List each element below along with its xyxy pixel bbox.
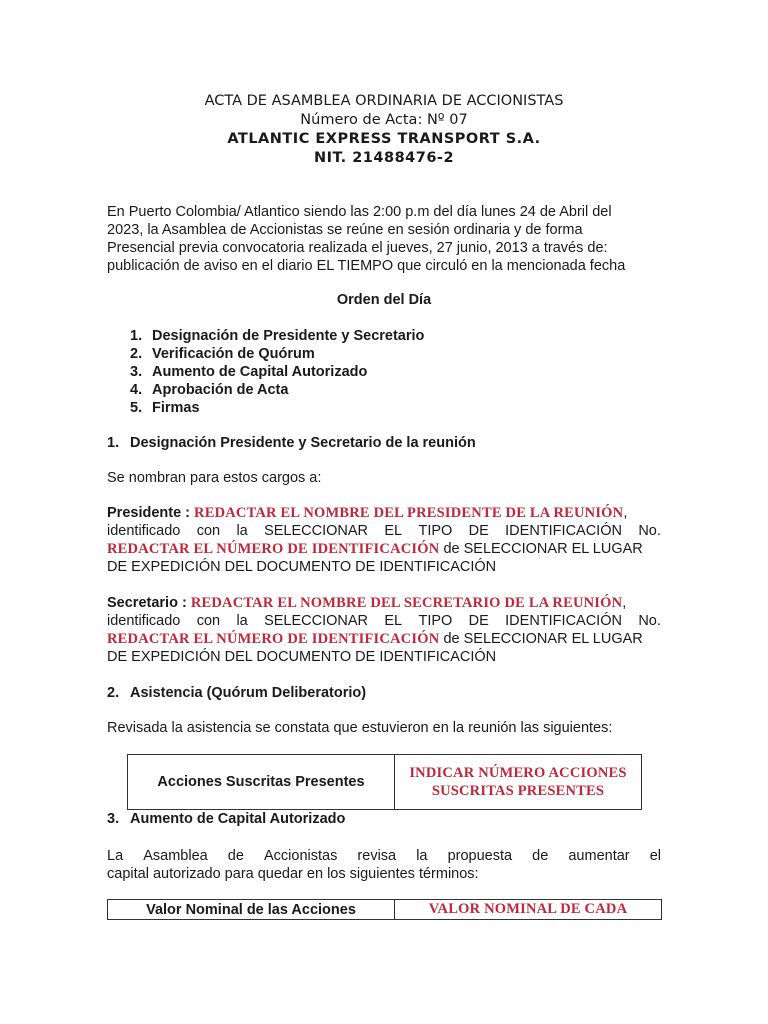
section-3-word: Asamblea: [143, 848, 208, 864]
secretario-id-placeholder: REDACTAR EL NÚMERO DE IDENTIFICACIÓN: [107, 631, 440, 647]
section-2-heading: 2. Asistencia (Quórum Deliberatorio): [107, 685, 367, 701]
list-item: 1. Designación de Presidente y Secretario: [130, 328, 425, 344]
section-3-line-1: [107, 847, 661, 865]
secretario-line-2: [107, 612, 661, 630]
document-title: ACTA DE ASAMBLEA ORDINARIA DE ACCIONISTAS: [204, 93, 564, 109]
section-3-word: Accionistas: [264, 848, 338, 864]
section-3-heading: 3. Aumento de Capital Autorizado: [107, 811, 346, 827]
secretario-ident-word: DE: [468, 613, 489, 629]
section-3-word: de: [532, 848, 549, 864]
orden-list: [130, 327, 424, 417]
presidente-ident-word: No.: [638, 523, 661, 539]
nominal-value-label: Valor Nominal de las Acciones: [146, 901, 356, 918]
acta-number: Número de Acta: Nº 07: [300, 112, 468, 128]
section-3-word: el: [649, 848, 661, 864]
section-3-word: de: [227, 848, 244, 864]
presidente-line-2: [107, 522, 661, 540]
section-3-word: la: [416, 848, 428, 864]
secretario-ident-word: identificado: [107, 613, 181, 629]
secretario-ident-word: EL: [384, 613, 403, 629]
company-name: ATLANTIC EXPRESS TRANSPORT S.A.: [227, 131, 541, 147]
presidente-ident-word: con: [196, 523, 221, 539]
presidente-line-1: Presidente : REDACTAR EL NOMBRE DEL PRESIDENTE DE LA REUNIÓN,: [107, 505, 628, 521]
list-item: 2. Verificación de Quórum: [130, 346, 315, 362]
section-3-word: La: [107, 848, 124, 864]
orden-title: Orden del Día: [336, 292, 432, 308]
presidente-line-4: DE EXPEDICIÓN DEL DOCUMENTO DE IDENTIFICACIÓN: [107, 559, 497, 575]
secretario-ident-word: IDENTIFICACIÓN: [505, 613, 622, 629]
presidente-id-placeholder: REDACTAR EL NÚMERO DE IDENTIFICACIÓN: [107, 541, 440, 557]
intro-line-1: En Puerto Colombia/ Atlantico siendo las 2:00 p.m del día lunes 24 de Abril del: [107, 204, 612, 220]
section-3-word: aumentar: [568, 848, 630, 864]
presidente-line-3: REDACTAR EL NÚMERO DE IDENTIFICACIÓN de SELECCIONAR EL LUGAR: [107, 541, 643, 557]
section-2-text: Revisada la asistencia se constata que estuvieron en la reunión las siguientes:: [107, 720, 613, 736]
secretario-ident-word: TIPO: [418, 613, 453, 629]
presidente-label: Presidente :: [107, 505, 190, 521]
presidente-ident-word: EL: [384, 523, 403, 539]
presidente-ident-word: identificado: [107, 523, 181, 539]
presidente-ident-word: la: [236, 523, 248, 539]
presidente-ident-word: DE: [468, 523, 489, 539]
company-nit: NIT. 21488476-2: [313, 150, 455, 166]
list-item: 5. Firmas: [130, 400, 200, 416]
secretario-ident-word: SELECCIONAR: [264, 613, 369, 629]
secretario-ident-word: No.: [638, 613, 661, 629]
list-item: 3. Aumento de Capital Autorizado: [130, 364, 368, 380]
secretario-label: Secretario :: [107, 595, 187, 611]
section-1-intro: Se nombran para estos cargos a:: [107, 470, 322, 486]
list-item: 4. Aprobación de Acta: [130, 382, 289, 398]
nominal-value-table: [107, 899, 662, 920]
attendance-table: [127, 754, 642, 810]
section-3-line-2: capital autorizado para quedar en los siguientes términos:: [107, 866, 479, 882]
secretario-line-4: DE EXPEDICIÓN DEL DOCUMENTO DE IDENTIFICACIÓN: [107, 649, 497, 665]
section-3-word: revisa: [357, 848, 397, 864]
presidente-name-placeholder: REDACTAR EL NOMBRE DEL PRESIDENTE DE LA REUNIÓN: [194, 505, 624, 521]
secretario-line-1: Secretario : REDACTAR EL NOMBRE DEL SECRETARIO DE LA REUNIÓN,: [107, 595, 627, 611]
section-3-word: propuesta: [447, 848, 513, 864]
secretario-ident-word: la: [236, 613, 248, 629]
nominal-value-value: VALOR NOMINAL DE CADA: [428, 901, 628, 917]
presidente-ident-word: TIPO: [418, 523, 453, 539]
presidente-ident-word: SELECCIONAR: [264, 523, 369, 539]
section-1-heading: 1. Designación Presidente y Secretario de la reunión: [107, 435, 476, 451]
intro-line-2: 2023, la Asamblea de Accionistas se reúne en sesión ordinaria y de forma: [107, 222, 583, 238]
attendance-table-value: INDICAR NÚMERO ACCIONES SUSCRITAS PRESENTES: [409, 765, 627, 799]
presidente-ident-word: IDENTIFICACIÓN: [505, 523, 622, 539]
intro-line-4: publicación de aviso en el diario EL TIEMPO que circuló en la mencionada fecha: [107, 258, 626, 274]
intro-line-3: Presencial previa convocatoria realizada el jueves, 27 junio, 2013 a través de:: [107, 240, 608, 256]
secretario-name-placeholder: REDACTAR EL NOMBRE DEL SECRETARIO DE LA REUNIÓN: [190, 595, 623, 611]
secretario-line-3: REDACTAR EL NÚMERO DE IDENTIFICACIÓN de SELECCIONAR EL LUGAR: [107, 631, 643, 647]
secretario-ident-word: con: [196, 613, 221, 629]
attendance-table-label: Acciones Suscritas Presentes: [157, 774, 365, 790]
